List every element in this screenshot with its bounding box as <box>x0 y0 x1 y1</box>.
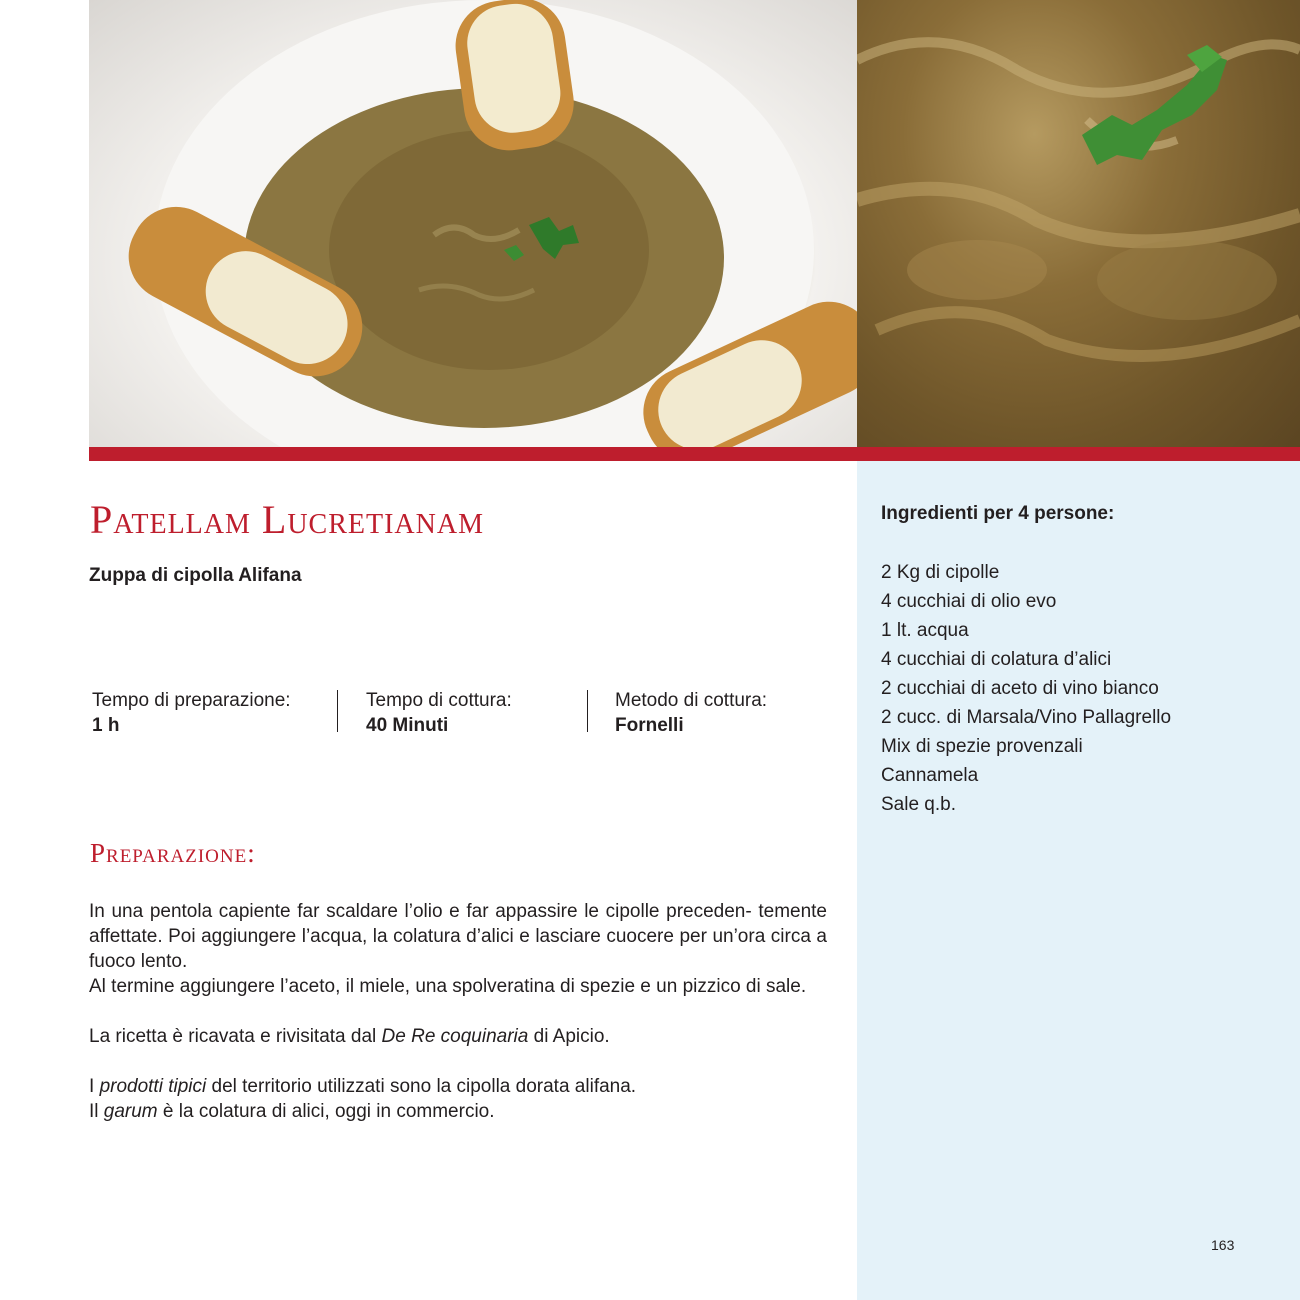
soup-closeup-photo <box>857 0 1300 447</box>
ingredients-heading: Ingredienti per 4 persone: <box>881 503 1115 524</box>
red-divider-band <box>89 447 1300 461</box>
cooking-method-value: Fornelli <box>615 715 684 736</box>
soup-closeup-illustration <box>857 0 1300 447</box>
ingredient-item: Sale q.b. <box>881 794 956 815</box>
typical-products-text: I <box>89 1076 100 1097</box>
ingredient-item: Cannamela <box>881 765 979 786</box>
ingredient-item: 2 cucc. di Marsala/Vino Pallagrello <box>881 707 1172 728</box>
ingredient-item: 4 cucchiai di olio evo <box>881 591 1057 612</box>
meta-divider <box>337 690 338 732</box>
ingredient-item: 2 Kg di cipolle <box>881 562 1000 583</box>
garum-emphasis: garum <box>103 1101 158 1122</box>
ingredient-item: 1 lt. acqua <box>881 620 969 641</box>
recipe-title: Patellam Lucretianam <box>90 497 484 542</box>
preparation-heading: Preparazione: <box>90 838 256 868</box>
garum-text: Il <box>89 1101 104 1122</box>
garum-text: è la colatura di alici, oggi in commercio. <box>157 1101 495 1122</box>
page-number: 163 <box>1211 1237 1235 1253</box>
ingredient-item: Mix di spezie provenzali <box>881 736 1083 757</box>
preparation-line: temente affettate. Poi aggiungere l’acqua, la colatura d’alici e lasciare cuocere per un’ora circa a fuoco lento. <box>89 901 827 972</box>
recipe-subtitle: Zuppa di cipolla Alifana <box>89 565 302 586</box>
cooking-method-label: Metodo di cottura: <box>615 690 768 711</box>
prep-time <box>92 688 291 738</box>
preparation-paragraph <box>89 899 827 999</box>
source-text: di Apicio. <box>528 1026 610 1047</box>
cook-time-value: 40 Minuti <box>366 715 449 736</box>
cook-time-label: Tempo di cottura: <box>366 690 512 711</box>
soup-bowl-photo <box>89 0 857 447</box>
garum-line <box>89 1099 827 1124</box>
typical-products-emphasis: prodotti tipici <box>99 1076 207 1097</box>
ingredients-list <box>881 558 1171 819</box>
source-text: La ricetta è ricavata e rivisitata dal <box>89 1026 382 1047</box>
source-paragraph <box>89 1024 827 1049</box>
ingredient-item: 2 cucchiai di aceto di vino bianco <box>881 678 1159 699</box>
meta-divider <box>587 690 588 732</box>
typical-products-text: del territorio utilizzati sono la cipolla dorata alifana. <box>206 1076 637 1097</box>
soup-bowl-illustration <box>89 0 857 447</box>
prep-time-label: Tempo di preparazione: <box>92 690 291 711</box>
typical-products-line <box>89 1074 827 1099</box>
preparation-line: In una pentola capiente far scaldare l’olio e far appassire le cipolle preceden- <box>89 901 752 922</box>
source-title: De Re coquinaria <box>381 1026 529 1047</box>
preparation-line: Al termine aggiungere l’aceto, il miele, una spolveratina di spezie e un pizzico di sale. <box>89 976 807 997</box>
ingredient-item: 4 cucchiai di colatura d’alici <box>881 649 1112 670</box>
cooking-method <box>615 688 767 738</box>
cook-time <box>366 688 512 738</box>
preparation-text <box>89 899 827 1124</box>
prep-time-value: 1 h <box>92 715 120 736</box>
